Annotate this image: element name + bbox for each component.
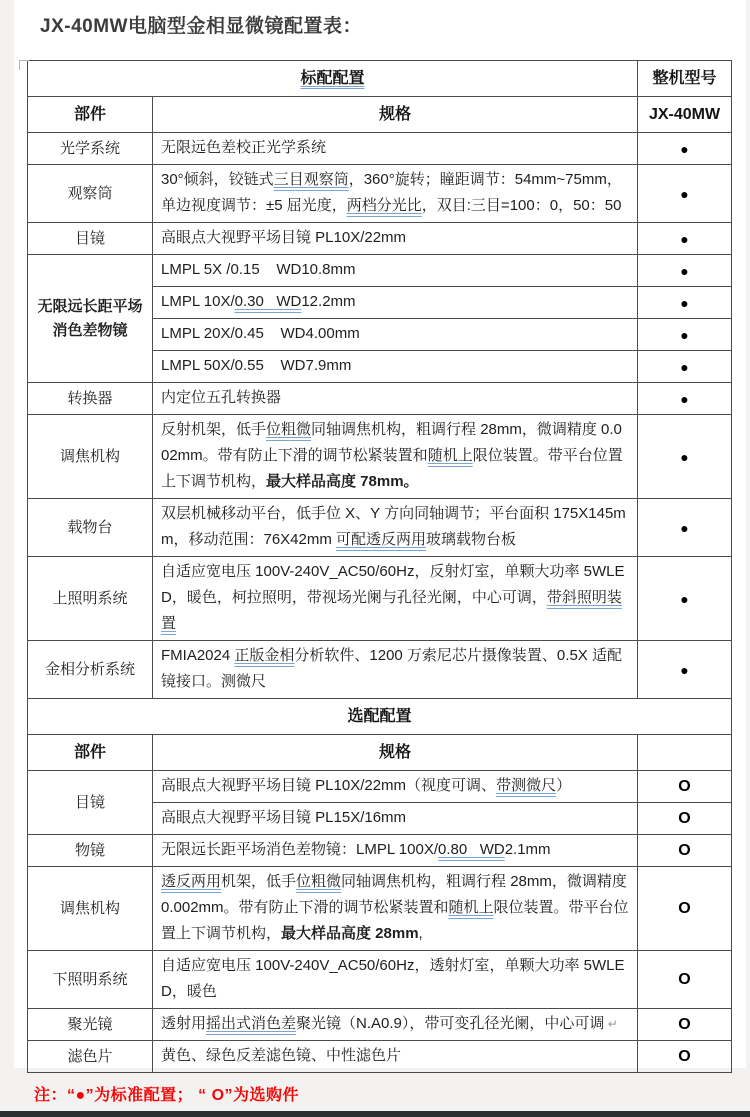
optional-mark-cell: O (638, 867, 732, 951)
spec-segment: LMPL 50X/0.55 WD7.9mm (161, 357, 352, 374)
spec-cell (153, 641, 638, 699)
spec-cell (153, 499, 638, 557)
table-row (28, 499, 732, 557)
model-column-header: 整机型号 (638, 61, 732, 97)
spec-cell (153, 1041, 638, 1073)
spec-column-header: 规格 (153, 97, 638, 133)
standard-mark-cell: ● (638, 319, 732, 351)
table-row (28, 771, 732, 803)
table-row (28, 835, 732, 867)
spec-cell (153, 557, 638, 641)
note-label: 注： (34, 1087, 68, 1104)
spec-segment: FMIA2024 (161, 647, 235, 664)
spec-cell (153, 1009, 638, 1041)
spec-column-header: 规格 (153, 735, 638, 771)
spec-segment: 黄色、绿色反差滤色镜、中性滤色片 (161, 1047, 402, 1064)
standard-mark-cell: ● (638, 499, 732, 557)
table-row (28, 61, 732, 97)
spec-cell (153, 951, 638, 1009)
spec-cell (153, 255, 638, 287)
optional-mark-cell: O (638, 835, 732, 867)
spec-segment: 分析软件、1200 万索尼芯片摄像装置、0.5X 适配镜接口。测微尺 (161, 647, 622, 690)
spec-segment: 三目观察筒 (273, 171, 349, 188)
document-page (14, 0, 746, 1104)
optional-section-header: 选配配置 (28, 699, 732, 735)
spec-cell (153, 771, 638, 803)
standard-section-header-cell (28, 61, 638, 97)
spec-segment: 0.30 WD (234, 293, 302, 310)
spec-segment: 最大样品高度 28mm (281, 925, 419, 942)
part-cell: 无限远长距平场消色差物镜 (28, 255, 153, 383)
spec-segment: 0.80 WD (438, 841, 505, 858)
spec-segment: 无限远色差校正光学系统 (161, 139, 327, 156)
part-cell: 转换器 (28, 383, 153, 415)
table-row (28, 415, 732, 499)
optional-mark-cell: O (638, 803, 732, 835)
part-cell: 调焦机构 (28, 867, 153, 951)
table-row (28, 735, 732, 771)
spec-cell (153, 867, 638, 951)
spec-segment: 2.1mm (504, 841, 551, 858)
part-cell: 金相分析系统 (28, 641, 153, 699)
spec-segment: 限位装置。带平台位置上下调节机构， (161, 447, 623, 490)
standard-header-section (28, 61, 732, 133)
standard-mark-cell: ● (638, 165, 732, 223)
table-row (28, 223, 732, 255)
standard-mark-cell: ● (638, 557, 732, 641)
spec-cell (153, 287, 638, 319)
part-cell: 物镜 (28, 835, 153, 867)
empty-model-cell (638, 735, 732, 771)
table-row (28, 383, 732, 415)
table-row (28, 133, 732, 165)
spec-segment: 随机上 (448, 899, 494, 916)
part-cell: 载物台 (28, 499, 153, 557)
bottom-bar (0, 1111, 750, 1117)
spec-segment: 反射机架，低手 (161, 421, 267, 438)
optional-mark-cell: O (638, 951, 732, 1009)
table-row (28, 951, 732, 1009)
table-anchor-mark (19, 60, 29, 70)
spec-segment: 自适应宽电压 100V-240V_AC50/60Hz，反射灯室，单颗大功率 5WLED，暖色，柯拉照明，带视场光阑与孔径光阑，中心可调， (161, 563, 625, 606)
spec-cell (153, 319, 638, 351)
spec-segment: ） (556, 777, 572, 794)
spec-segment: 同轴调焦机构，粗调行程 28mm，微调精度 0.002mm。带有防止下滑的调节松紧装置和 (161, 873, 632, 916)
spec-cell (153, 133, 638, 165)
spec-segment: 高眼点大视野平场目镜 PL10X/22mm (161, 229, 407, 246)
part-cell: 下照明系统 (28, 951, 153, 1009)
spec-cell (153, 803, 638, 835)
standard-mark-cell: ● (638, 287, 732, 319)
spec-segment: 透反两用 (161, 873, 222, 890)
spec-segment: 位粗微 (266, 421, 312, 438)
spec-cell (153, 415, 638, 499)
table-row (28, 641, 732, 699)
part-cell: 上照明系统 (28, 557, 153, 641)
table-row (28, 699, 732, 735)
optional-rows-body (28, 771, 732, 1073)
standard-rows-body (28, 133, 732, 699)
spec-segment: 聚光镜（N.A0.9），带可变孔径光阑，中心可调 (296, 1015, 605, 1032)
part-cell: 目镜 (28, 771, 153, 835)
spec-segment: ，双目:三目=100：0，50：50 (421, 197, 622, 214)
spec-segment: 高眼点大视野平场目镜 PL10X/22mm（视度可调、 (161, 777, 497, 794)
part-cell: 滤色片 (28, 1041, 153, 1073)
legend-note (34, 1082, 746, 1105)
spec-segment: 随机上 (427, 447, 473, 464)
standard-mark-cell: ● (638, 133, 732, 165)
spec-segment: 玻璃载物台板 (426, 531, 517, 548)
table-row (28, 255, 732, 287)
spec-cell (153, 351, 638, 383)
standard-mark-cell: ● (638, 223, 732, 255)
spec-table (27, 60, 732, 1073)
spec-segment: , (418, 925, 423, 942)
standard-mark-cell: ● (638, 351, 732, 383)
table-row (28, 97, 732, 133)
spec-segment: 双层机械移动平台，低手位 X、Y 方向同轴调节；平台面积 175X145mm，移动范围：76X42mm (161, 505, 626, 548)
standard-mark-cell: ● (638, 415, 732, 499)
spec-segment: LMPL 20X/0.45 WD4.00mm (161, 325, 360, 342)
spec-segment: 最大样品高度 78mm。 (266, 473, 419, 490)
spec-segment: 带斜照明装置 (161, 589, 622, 632)
optional-header-section (28, 699, 732, 771)
table-row (28, 557, 732, 641)
spec-segment: 正版金相 (234, 647, 295, 664)
table-row (28, 1041, 732, 1073)
optional-mark-cell: O (638, 1041, 732, 1073)
spec-cell (153, 383, 638, 415)
spec-segment: 摇出式消色差 (206, 1015, 297, 1032)
optional-mark-cell: O (638, 771, 732, 803)
part-column-header: 部件 (28, 735, 153, 771)
spec-segment: 机架，低手 (221, 873, 297, 890)
spec-segment: 限位装置。带平台位置上下调节机构， (161, 899, 629, 942)
spec-segment: 两档分光比 (346, 197, 422, 214)
spec-segment: 12.2mm (301, 293, 356, 310)
spec-segment: ↵ (604, 1017, 618, 1031)
spec-segment: LMPL 5X /0.15 WD10.8mm (161, 261, 356, 278)
spec-segment: 高眼点大视野平场目镜 PL15X/16mm (161, 809, 407, 826)
page-title: JX-40MW电脑型金相显微镜配置表： (40, 16, 362, 37)
optional-mark-cell: O (638, 1009, 732, 1041)
spec-segment: 30°倾斜，铰链式 (161, 171, 274, 188)
standard-mark-cell: ● (638, 255, 732, 287)
spec-segment: 内定位五孔转换器 (161, 389, 282, 406)
standard-section-header: 标配配置 (300, 69, 365, 87)
part-cell: 聚光镜 (28, 1009, 153, 1041)
table-row (28, 1009, 732, 1041)
spec-segment: 透射用 (161, 1015, 207, 1032)
standard-mark-cell: ● (638, 383, 732, 415)
part-cell: 调焦机构 (28, 415, 153, 499)
part-cell: 光学系统 (28, 133, 153, 165)
spec-segment: 可配透反两用 (336, 531, 427, 548)
part-column-header: 部件 (28, 97, 153, 133)
spec-segment: 同轴调焦机构，粗调行程 28mm，微调精度 0.002mm。带有防止下滑的调节松紧装置和 (161, 421, 622, 464)
part-cell: 观察筒 (28, 165, 153, 223)
spec-segment: 自适应宽电压 100V-240V_AC50/60Hz，透射灯室，单颗大功率 5WLED，暖色 (161, 957, 625, 1000)
table-row (28, 165, 732, 223)
spec-cell (153, 835, 638, 867)
spec-segment: LMPL 10X/ (161, 293, 235, 310)
table-row (28, 867, 732, 951)
spec-segment: ，360°旋转；瞳距调节：54mm~75mm，单边视度调节：±5 屈光度， (161, 171, 622, 214)
spec-segment: 无限远长距平场消色差物镜：LMPL 100X/ (161, 841, 438, 858)
model-value-cell: JX-40MW (638, 97, 732, 133)
spec-cell (153, 165, 638, 223)
note-text: “●”为标准配置； “ O”为选购件 (67, 1087, 300, 1104)
spec-cell (153, 223, 638, 255)
spec-segment: 位粗微 (296, 873, 342, 890)
standard-mark-cell: ● (638, 641, 732, 699)
spec-segment: 带测微尺 (496, 777, 557, 794)
part-cell: 目镜 (28, 223, 153, 255)
